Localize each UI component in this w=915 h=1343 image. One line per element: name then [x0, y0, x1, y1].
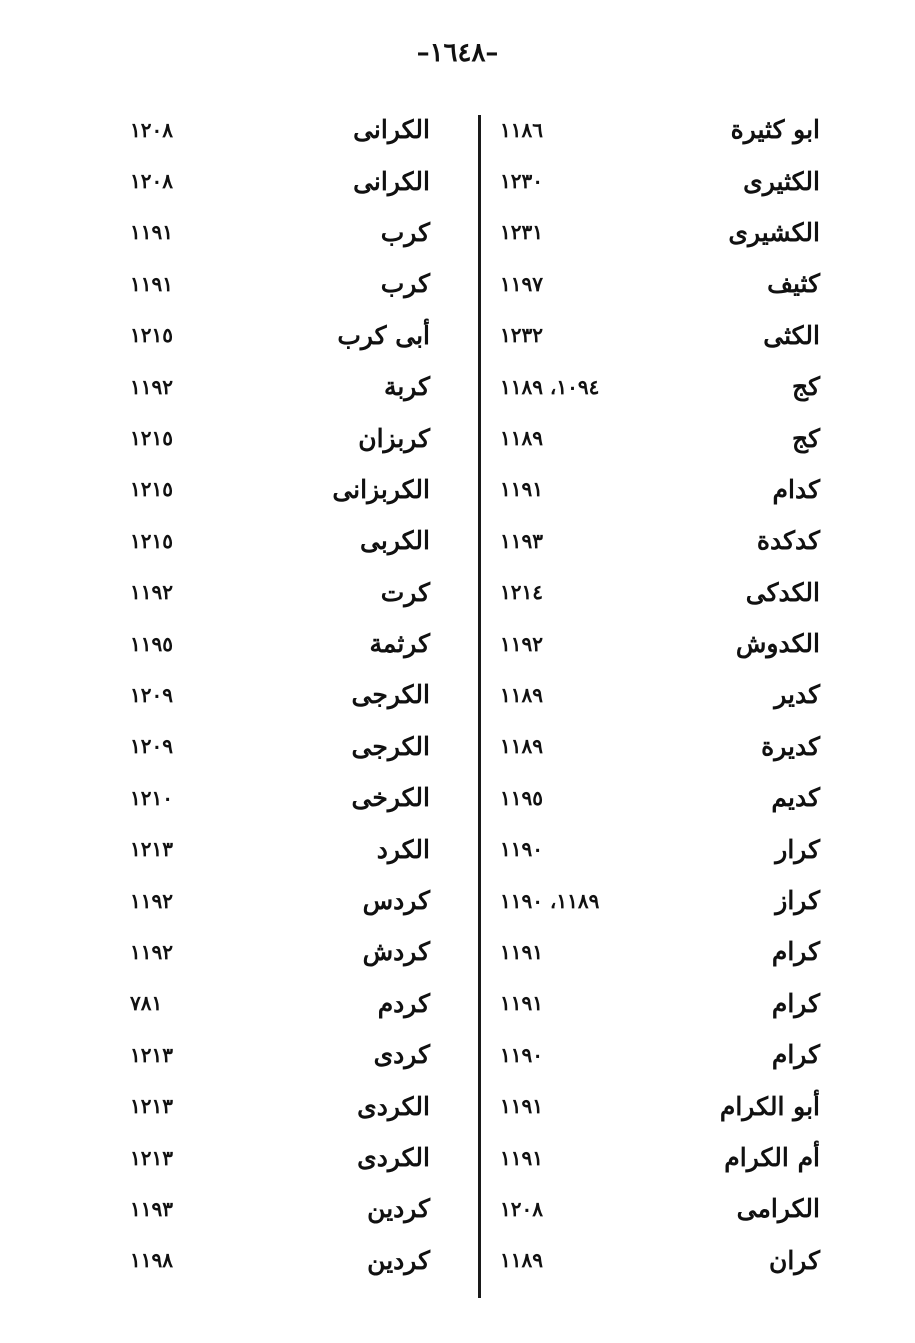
index-entry	[130, 1029, 430, 1080]
entry-word: كثيف	[767, 269, 820, 299]
index-entry	[130, 823, 430, 874]
right-column	[500, 104, 820, 1286]
entry-word: كرت	[380, 577, 430, 607]
entry-word: الكثيرى	[743, 166, 820, 196]
entry-word: كرب	[380, 217, 430, 247]
index-entry	[500, 721, 820, 772]
entry-word: الكرخى	[351, 783, 430, 813]
entry-page-ref: ١١٨٩	[500, 682, 543, 707]
entry-word: كردين	[367, 1245, 430, 1275]
entry-page-ref: ١١٩٢	[130, 580, 173, 605]
entry-word: كردين	[367, 1194, 430, 1224]
entry-word: كرام	[771, 1040, 820, 1070]
entry-page-ref: ١٢٠٨	[500, 1196, 543, 1221]
entry-word: أبى كرب	[337, 320, 430, 350]
index-entry	[500, 515, 820, 566]
index-entry	[130, 721, 430, 772]
entry-word: الكردى	[357, 1143, 430, 1172]
entry-word: الكردى	[357, 1091, 430, 1121]
index-entry	[130, 1080, 430, 1131]
entry-page-ref: ١١٨٩، ١١٩٠	[500, 888, 600, 913]
entry-page-ref: ١٢١٥	[130, 426, 173, 451]
entry-page-ref: ١٢٠٩	[130, 682, 173, 707]
index-entry	[130, 772, 430, 823]
entry-page-ref: ١١٩١	[500, 991, 543, 1016]
page-number: –١٦٤٨–	[416, 38, 499, 68]
entry-page-ref: ١٢٣١	[500, 220, 543, 245]
entry-word: كردس	[362, 886, 430, 916]
index-entry	[130, 1235, 430, 1286]
entry-word: كدير	[774, 680, 820, 710]
entry-page-ref: ١٢٣٠	[500, 169, 543, 194]
index-entry	[500, 567, 820, 618]
entry-word: الكرجى	[351, 731, 430, 761]
index-entry	[500, 978, 820, 1029]
entry-page-ref: ١١٩٢	[130, 939, 173, 964]
index-entry	[500, 155, 820, 206]
index-entry	[130, 875, 430, 926]
entry-word: الكرجى	[351, 680, 430, 710]
entry-word: كردى	[373, 1040, 430, 1070]
entry-page-ref: ١٢١٤	[500, 580, 543, 605]
entry-word: الكشيرى	[728, 217, 820, 247]
index-entry	[500, 1029, 820, 1080]
entry-word: الكدكى	[745, 577, 820, 607]
entry-page-ref: ١٢١٣	[130, 1042, 173, 1067]
entry-word: الكربزانى	[332, 474, 430, 504]
index-entry	[130, 567, 430, 618]
entry-word: كديم	[771, 783, 820, 813]
entry-page-ref: ١٢١٣	[130, 837, 173, 862]
entry-page-ref: ١١٩١	[500, 1094, 543, 1119]
index-entry	[500, 1235, 820, 1286]
entry-page-ref: ١١٩٨	[130, 1248, 173, 1273]
entry-page-ref: ٧٨١	[130, 991, 163, 1016]
entry-word: كرام	[771, 937, 820, 967]
entry-page-ref: ١١٩٥	[500, 785, 543, 810]
index-entry	[130, 1183, 430, 1234]
entry-page-ref: ١١٩٥	[130, 631, 173, 656]
entry-word: كردم	[377, 988, 430, 1018]
entry-page-ref: ١١٨٩	[500, 1248, 543, 1273]
index-entry	[500, 464, 820, 515]
entry-page-ref: ١٢٣٢	[500, 323, 543, 348]
entry-word: كدكدة	[756, 526, 820, 556]
entry-page-ref: ١١٩٣	[130, 1196, 173, 1221]
column-divider	[478, 115, 481, 1298]
entry-word: كراز	[775, 886, 820, 916]
index-entry	[130, 669, 430, 720]
index-entry	[500, 258, 820, 309]
entry-word: كديرة	[761, 731, 820, 761]
index-entry	[130, 1132, 430, 1183]
entry-page-ref: ١٢٠٨	[130, 117, 173, 142]
entry-word: الكثى	[763, 320, 820, 350]
entry-word: كج	[791, 423, 820, 453]
entry-page-ref: ١١٩٧	[500, 271, 543, 296]
entry-word: الكرامى	[736, 1194, 820, 1224]
index-entry	[130, 618, 430, 669]
entry-page-ref: ١١٩٠	[500, 837, 543, 862]
index-entry	[500, 1183, 820, 1234]
entry-page-ref: ١٢٠٩	[130, 734, 173, 759]
entry-word: كرثمة	[369, 629, 430, 659]
entry-word: الكرانى	[353, 166, 430, 196]
left-column	[130, 104, 430, 1286]
entry-word: أبو الكرام	[719, 1091, 820, 1121]
entry-page-ref: ١٢١٥	[130, 477, 173, 502]
index-entry	[130, 412, 430, 463]
entry-word: ابو كثيرة	[730, 115, 820, 145]
index-entry	[130, 515, 430, 566]
entry-page-ref: ١١٩٠	[500, 1042, 543, 1067]
index-entry	[500, 772, 820, 823]
index-entry	[500, 1080, 820, 1131]
entry-page-ref: ١١٩٢	[130, 888, 173, 913]
entry-page-ref: ١٢٠٨	[130, 169, 173, 194]
index-entry	[500, 104, 820, 155]
entry-word: كرام	[771, 988, 820, 1018]
entry-word: الكدوش	[735, 629, 820, 659]
entry-word: كربة	[383, 372, 430, 402]
entry-page-ref: ١١٨٦	[500, 117, 543, 142]
index-entry	[130, 361, 430, 412]
entry-word: كرب	[380, 269, 430, 299]
entry-word: كربزان	[358, 423, 430, 453]
index-entry	[500, 361, 820, 412]
entry-word: أم الكرام	[724, 1143, 820, 1172]
entry-page-ref: ١٢١٥	[130, 528, 173, 553]
entry-page-ref: ١١٩١	[500, 1145, 543, 1170]
index-entry	[130, 464, 430, 515]
index-entry	[500, 412, 820, 463]
entry-page-ref: ١٢١٣	[130, 1145, 173, 1170]
index-entry	[130, 155, 430, 206]
index-entry	[500, 823, 820, 874]
entry-page-ref: ١١٩١	[500, 939, 543, 964]
index-entry	[500, 310, 820, 361]
entry-word: كدام	[772, 474, 820, 504]
index-entry	[500, 207, 820, 258]
entry-page-ref: ١٢١٥	[130, 323, 173, 348]
entry-word: الكرانى	[353, 115, 430, 145]
index-entry	[500, 669, 820, 720]
entry-page-ref: ١١٩١	[130, 220, 173, 245]
entry-page-ref: ١١٩١	[130, 271, 173, 296]
index-entry	[130, 310, 430, 361]
index-entry	[500, 618, 820, 669]
entry-word: الكربى	[360, 526, 430, 556]
entry-page-ref: ١١٩٢	[500, 631, 543, 656]
index-entry	[500, 875, 820, 926]
index-entry	[130, 978, 430, 1029]
entry-page-ref: ١١٩١	[500, 477, 543, 502]
entry-page-ref: ١٢١٣	[130, 1094, 173, 1119]
entry-word: كج	[791, 372, 820, 402]
index-entry	[130, 207, 430, 258]
entry-word: كران	[768, 1245, 820, 1275]
index-entry	[130, 104, 430, 155]
entry-word: الكرد	[376, 834, 430, 864]
entry-page-ref: ١٠٩٤، ١١٨٩	[500, 374, 600, 399]
entry-page-ref: ١١٨٩	[500, 734, 543, 759]
entry-page-ref: ١٢١٠	[130, 785, 173, 810]
index-entry	[130, 926, 430, 977]
entry-word: كردش	[362, 937, 430, 967]
entry-page-ref: ١١٨٩	[500, 426, 543, 451]
index-entry	[500, 926, 820, 977]
entry-page-ref: ١١٩٢	[130, 374, 173, 399]
index-entry	[130, 258, 430, 309]
entry-page-ref: ١١٩٣	[500, 528, 543, 553]
index-entry	[500, 1132, 820, 1183]
entry-word: كرار	[775, 834, 820, 864]
